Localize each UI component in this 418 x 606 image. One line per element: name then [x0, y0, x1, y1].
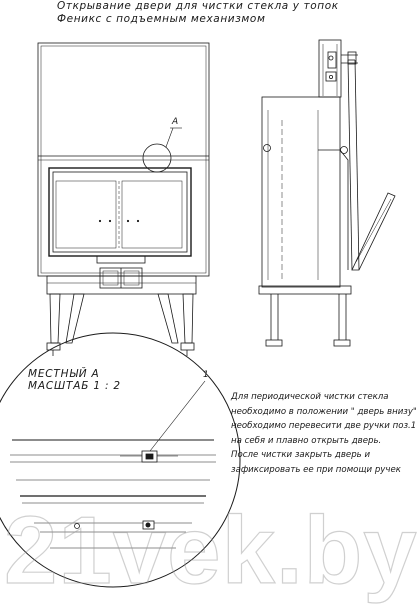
item-number-label: 1 [203, 370, 209, 380]
note-line: необходимо в положении " дверь внизу" [231, 406, 417, 417]
detail-title: МЕСТНЫЙ А [28, 368, 100, 380]
detail-scale: МАСШТАБ 1 : 2 [28, 380, 121, 392]
note-line: необходимо перевесити две ручки поз.1 [231, 421, 417, 432]
note-line: После чистки закрыть дверь и [231, 450, 371, 461]
note-line: зафиксировать ее при помощи ручек [231, 464, 401, 475]
watermark: 21vek.by [4, 497, 418, 604]
callout-label-a: A [172, 117, 179, 127]
note-line: на себя и плавно открыть дверь. [231, 435, 382, 446]
note-line: Для периодической чистки стекла [231, 392, 389, 402]
drawing-title-line-2: Феникс с подъемным механизмом [57, 13, 266, 25]
drawing-title-line-1: Открывание двери для чистки стекла у топок [57, 0, 339, 12]
instruction-note [231, 390, 417, 478]
front-view [38, 43, 209, 356]
side-view [259, 40, 395, 346]
